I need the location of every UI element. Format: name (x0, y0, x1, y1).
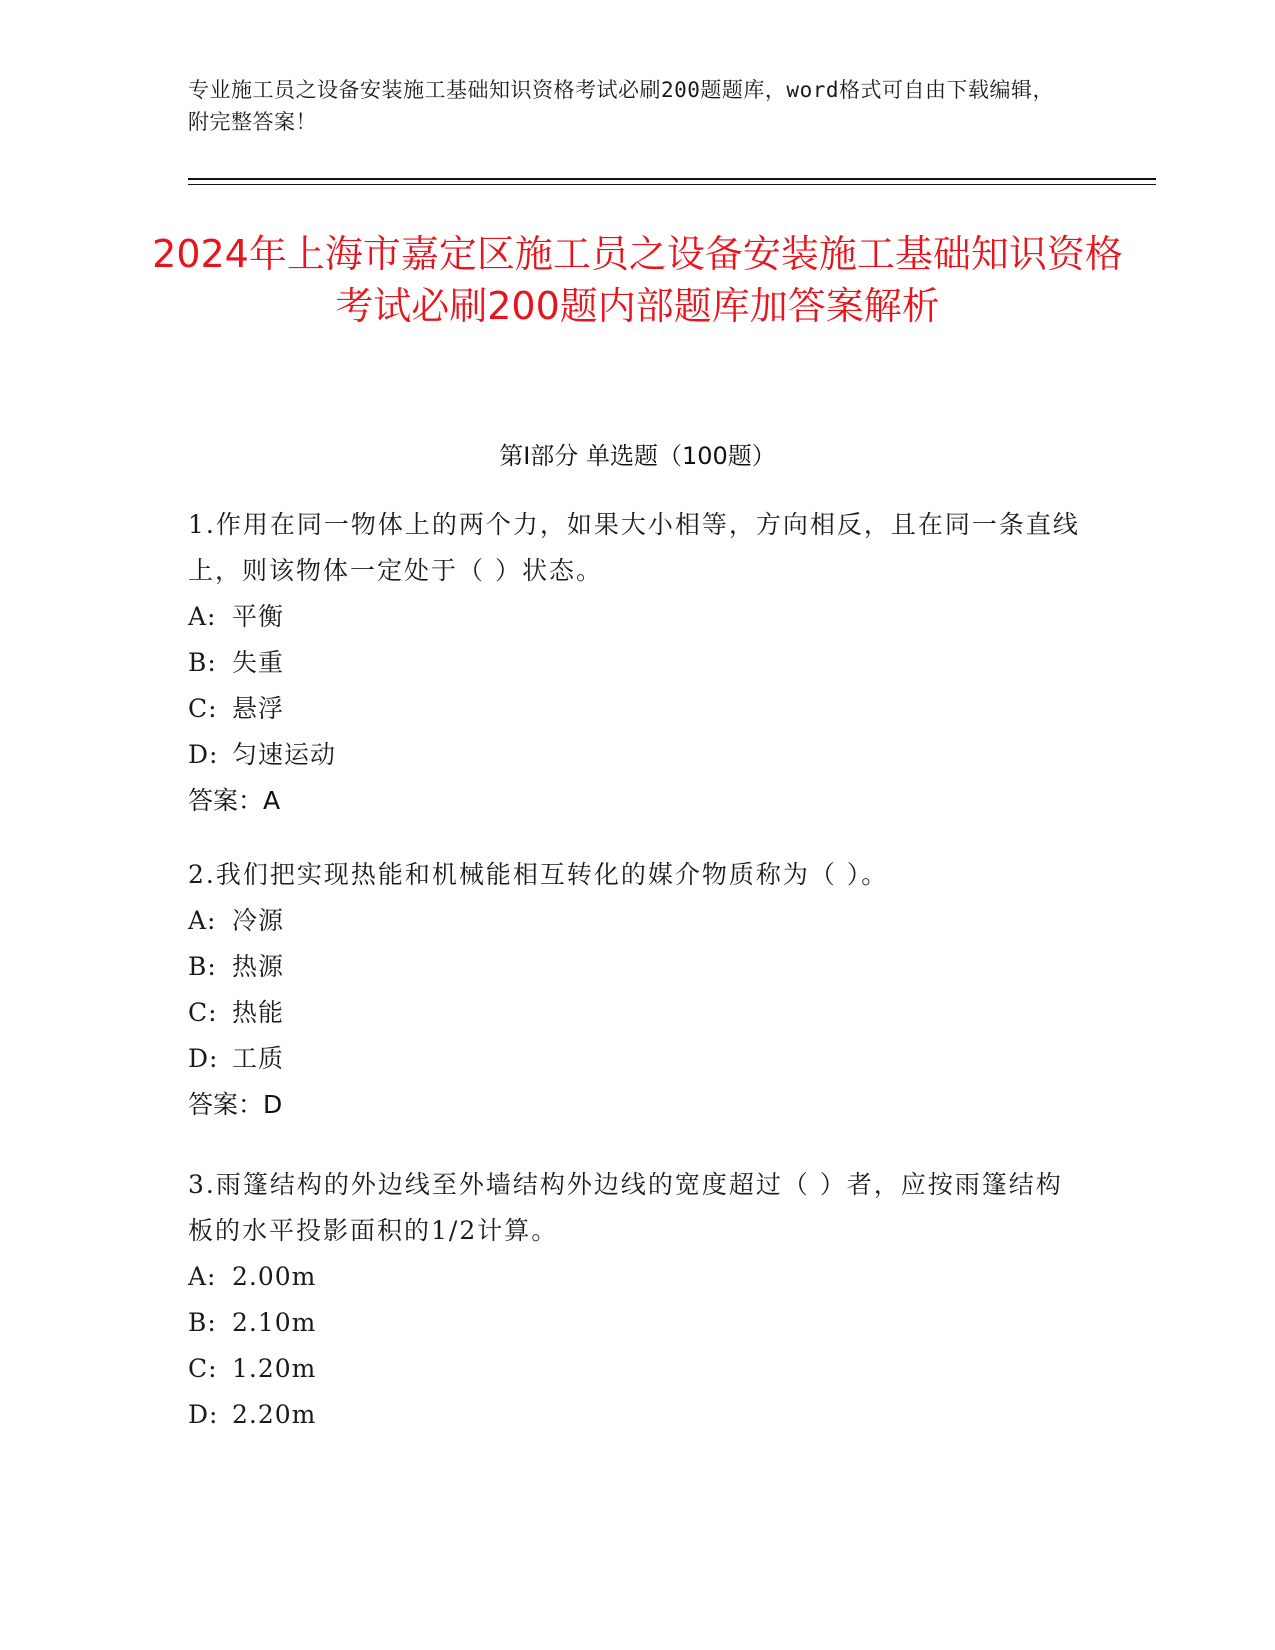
option-text: 热能 (232, 998, 285, 1027)
section-heading: 第Ⅰ部分 单选题（100题） (499, 442, 776, 470)
option-a (188, 594, 1088, 640)
document-title: 2024年上海市嘉定区施工员之设备安装施工基础知识资格考试必刷200题内部题库加答案解析 (152, 232, 1123, 328)
option-text: 平衡 (232, 602, 285, 631)
option-d (188, 732, 1088, 778)
answer-line: 答案：A (188, 786, 281, 815)
option-a (188, 1254, 1088, 1300)
option-letter: B: (188, 1308, 217, 1337)
question-3 (188, 1162, 1088, 1438)
option-b (188, 944, 1088, 990)
option-letter: D: (188, 1044, 219, 1073)
option-letter: B: (188, 952, 217, 981)
option-text: 悬浮 (232, 694, 285, 723)
option-b (188, 1300, 1088, 1346)
option-text: 2.00m (232, 1262, 317, 1291)
option-text: 热源 (232, 952, 285, 981)
question-stem: 3.雨篷结构的外边线至外墙结构外边线的宽度超过（ ）者，应按雨篷结构板的水平投影面积的1/2计算。 (188, 1170, 1063, 1245)
header-divider-thick (188, 178, 1156, 180)
question-stem: 1.作用在同一物体上的两个力，如果大小相等，方向相反，且在同一条直线上，则该物体一定处于（ ）状态。 (188, 510, 1080, 585)
option-letter: B: (188, 648, 217, 677)
option-a (188, 898, 1088, 944)
option-text: 2.10m (232, 1308, 317, 1337)
option-letter: D: (188, 740, 219, 769)
option-letter: A: (188, 602, 217, 631)
question-1 (188, 502, 1088, 824)
option-text: 2.20m (232, 1400, 317, 1429)
option-letter: A: (188, 906, 217, 935)
option-letter: C: (188, 694, 218, 723)
header-note: 专业施工员之设备安装施工基础知识资格考试必刷200题题库，word格式可自由下载编辑，附完整答案！ (188, 78, 1054, 134)
option-text: 冷源 (232, 906, 285, 935)
option-letter: D: (188, 1400, 219, 1429)
option-d (188, 1392, 1088, 1438)
option-text: 匀速运动 (232, 740, 337, 769)
option-c (188, 990, 1088, 1036)
option-letter: A: (188, 1262, 217, 1291)
answer-line: 答案：D (188, 1090, 283, 1119)
option-c (188, 686, 1088, 732)
question-2 (188, 852, 1088, 1128)
option-letter: C: (188, 1354, 218, 1383)
option-b (188, 640, 1088, 686)
question-stem: 2.我们把实现热能和机械能相互转化的媒介物质称为（ ）。 (188, 860, 889, 889)
option-c (188, 1346, 1088, 1392)
header-divider-thin (188, 184, 1156, 185)
option-text: 失重 (232, 648, 285, 677)
option-text: 1.20m (232, 1354, 317, 1383)
option-d (188, 1036, 1088, 1082)
option-text: 工质 (232, 1044, 285, 1073)
option-letter: C: (188, 998, 218, 1027)
